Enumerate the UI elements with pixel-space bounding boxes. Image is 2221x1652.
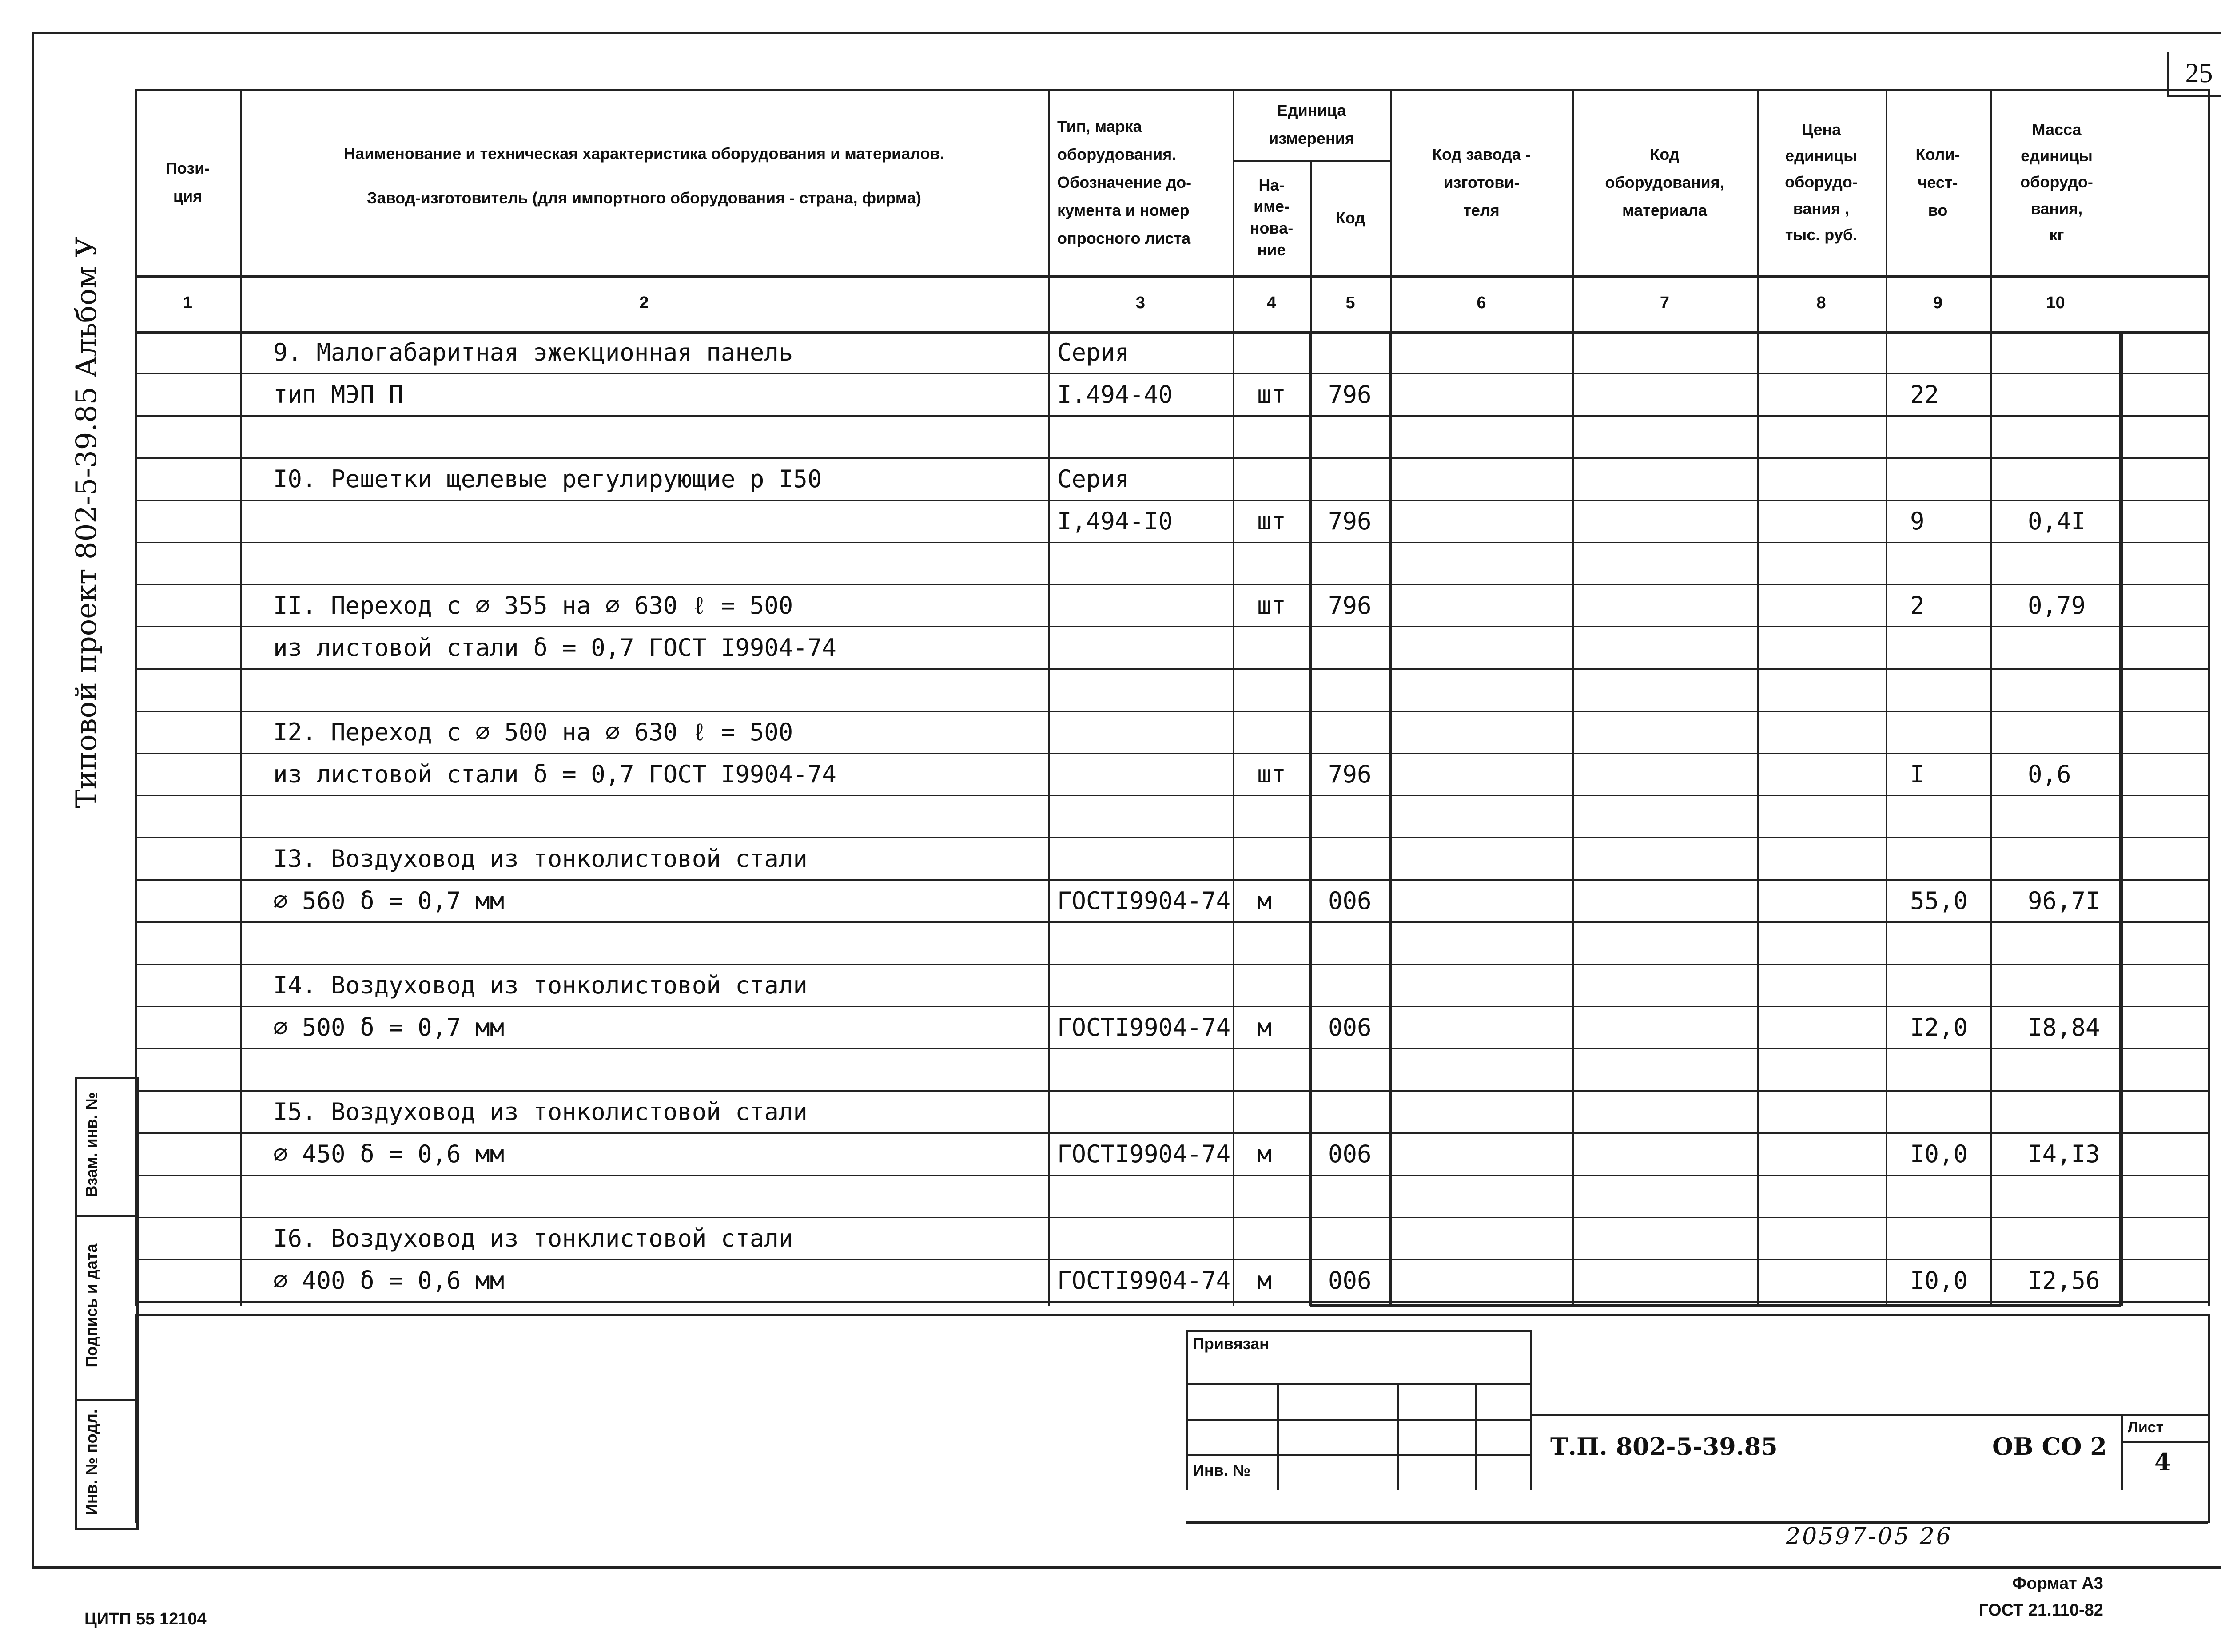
row-name: I0. Решетки щелевые регулирующие р I50 bbox=[273, 465, 822, 493]
table-left-border bbox=[135, 89, 137, 1306]
row-unit-code: 796 bbox=[1328, 507, 1372, 535]
header-type-doc: Тип, марка оборудования. Обозначение до- кумента и номер опросного листа bbox=[1057, 117, 1192, 247]
row-unit-code: 006 bbox=[1328, 1267, 1372, 1295]
column-number-3: 3 bbox=[1135, 294, 1146, 312]
title-main-top bbox=[1530, 1414, 2210, 1416]
row-mass: 0,4I bbox=[2028, 507, 2086, 535]
sheet-number: 25 bbox=[2167, 52, 2221, 97]
row-line bbox=[135, 626, 2210, 627]
row-name: I3. Воздуховод из тонколистовой стали bbox=[273, 845, 808, 873]
row-mass: 96,7I bbox=[2028, 887, 2100, 915]
header-name-line2: Завод-изготовитель (для импортного оборудования - страна, фирма) bbox=[367, 188, 921, 207]
attached-box-right bbox=[1530, 1330, 1532, 1490]
row-unit-code: 006 bbox=[1328, 887, 1372, 915]
row-name: тип МЭП П bbox=[273, 381, 403, 409]
row-name: из листовой стали δ = 0,7 ГОСТ I9904-74 bbox=[273, 760, 836, 788]
header-unit-code: Код bbox=[1335, 208, 1365, 227]
row-mass: I2,56 bbox=[2028, 1267, 2100, 1295]
row-name: I4. Воздуховод из тонколистовой стали bbox=[273, 971, 808, 999]
row-mass: 0,79 bbox=[2028, 592, 2086, 620]
row-line bbox=[135, 1301, 2210, 1303]
column-number-5: 5 bbox=[1345, 294, 1355, 312]
title-block-bottom-line bbox=[1186, 1521, 2208, 1524]
row-line bbox=[135, 1217, 2210, 1218]
row-line bbox=[135, 711, 2210, 712]
title-block-top-line bbox=[135, 1314, 2210, 1316]
row-name: I6. Воздуховод из тонклистовой стали bbox=[273, 1224, 793, 1252]
handwritten-inventory-note: 20597-05 26 bbox=[1786, 1523, 1953, 1550]
row-line bbox=[135, 964, 2210, 965]
row-line bbox=[135, 795, 2210, 796]
row-line bbox=[135, 415, 2210, 417]
row-doc: I,494-I0 bbox=[1057, 507, 1173, 535]
attached-col-1 bbox=[1277, 1383, 1279, 1490]
table-right-border bbox=[2208, 89, 2210, 1306]
column-number-9: 9 bbox=[1933, 294, 1943, 312]
column-line-7 bbox=[1757, 89, 1759, 1306]
format-label: Формат А3 bbox=[2012, 1574, 2103, 1593]
row-line bbox=[135, 457, 2210, 459]
row-line bbox=[135, 373, 2210, 374]
row-quantity: 22 bbox=[1910, 381, 1939, 409]
thick-box-left-code bbox=[1309, 331, 1312, 1306]
row-line bbox=[135, 542, 2210, 543]
row-name: 9. Малогабаритная эжекционная панель bbox=[273, 338, 793, 366]
row-line bbox=[135, 1132, 2210, 1134]
header-equipment-code: Код оборудования, материала bbox=[1605, 145, 1724, 219]
row-quantity: 55,0 bbox=[1910, 887, 1968, 915]
row-line bbox=[135, 879, 2210, 881]
attached-label: Привязан bbox=[1193, 1334, 1269, 1353]
row-quantity: 2 bbox=[1910, 592, 1925, 620]
column-number-4: 4 bbox=[1266, 294, 1277, 312]
specification-table bbox=[135, 89, 2205, 1523]
row-line bbox=[135, 1006, 2210, 1007]
header-position: Пози- ция bbox=[165, 159, 210, 205]
attached-box-top bbox=[1186, 1330, 1530, 1332]
row-name: ∅ 500 δ = 0,7 мм bbox=[273, 1013, 505, 1041]
row-line bbox=[135, 837, 2210, 838]
project-code: Т.П. 802-5-39.85 bbox=[1550, 1432, 1778, 1461]
column-number-7: 7 bbox=[1660, 294, 1670, 312]
row-quantity: I0,0 bbox=[1910, 1267, 1968, 1295]
row-doc: ГОСТI9904-74 bbox=[1057, 1267, 1231, 1295]
row-line bbox=[135, 921, 2210, 923]
row-doc: I.494-40 bbox=[1057, 381, 1173, 409]
row-name: II. Переход с ∅ 355 на ∅ 630 ℓ = 500 bbox=[273, 592, 793, 620]
sheet-value: 4 bbox=[2154, 1448, 2171, 1476]
row-unit-name: шт bbox=[1257, 507, 1286, 535]
column-number-2: 2 bbox=[639, 294, 649, 312]
header-unit-name: На- име- нова- ние bbox=[1250, 175, 1294, 259]
thick-box-right bbox=[2119, 331, 2123, 1306]
row-name: ∅ 400 δ = 0,6 мм bbox=[273, 1267, 505, 1295]
column-number-1: 1 bbox=[183, 294, 193, 312]
doc-code: ОВ СО 2 bbox=[1992, 1432, 2107, 1461]
stamp-sign-date: Подпись и дата bbox=[75, 1215, 139, 1401]
stamp-inv-orig: Инв. № подл. bbox=[75, 1399, 139, 1530]
row-unit-code: 796 bbox=[1328, 760, 1372, 788]
row-unit-code: 796 bbox=[1328, 381, 1372, 409]
row-name: ∅ 450 δ = 0,6 мм bbox=[273, 1140, 505, 1168]
row-unit-name: м bbox=[1257, 887, 1272, 915]
attached-box-left bbox=[1186, 1330, 1188, 1490]
table-top-border bbox=[135, 89, 2210, 91]
attached-row-3 bbox=[1186, 1454, 1530, 1456]
inv-no-label: Инв. № bbox=[1193, 1461, 1250, 1479]
column-line-3 bbox=[1233, 89, 1234, 1306]
row-doc: ГОСТI9904-74 bbox=[1057, 1013, 1231, 1041]
header-unit-group: Единица измерения bbox=[1269, 101, 1354, 147]
column-line-8 bbox=[1886, 89, 1887, 1306]
column-number-8: 8 bbox=[1816, 294, 1826, 312]
column-line-2 bbox=[1048, 89, 1050, 1306]
row-unit-code: 006 bbox=[1328, 1140, 1372, 1168]
row-line bbox=[135, 1048, 2210, 1049]
print-mark: ЦИТП 55 12104 bbox=[84, 1610, 207, 1628]
row-line bbox=[135, 668, 2210, 670]
row-mass: 0,6 bbox=[2028, 760, 2071, 788]
row-unit-name: м bbox=[1257, 1013, 1272, 1041]
attached-row-2 bbox=[1186, 1419, 1530, 1421]
thick-box-bottom bbox=[1310, 1304, 2121, 1307]
row-unit-name: м bbox=[1257, 1140, 1272, 1168]
row-unit-name: шт bbox=[1257, 381, 1286, 409]
sheet-cell-left bbox=[2121, 1414, 2123, 1490]
header-unit-mass: Масса единицы оборудо- вания, кг bbox=[2020, 120, 2093, 244]
row-line bbox=[135, 584, 2210, 585]
row-doc: Серия bbox=[1057, 338, 1130, 366]
side-project-title: Типовой проект 802-5-39.85 Альбом У bbox=[70, 237, 103, 808]
row-line bbox=[135, 1090, 2210, 1092]
row-unit-name: шт bbox=[1257, 760, 1286, 788]
thick-box-top bbox=[1310, 331, 2121, 334]
column-number-10: 10 bbox=[2046, 294, 2065, 312]
row-doc: ГОСТI9904-74 bbox=[1057, 1140, 1231, 1168]
row-line bbox=[135, 1259, 2210, 1260]
sheet-label: Лист bbox=[2128, 1419, 2164, 1436]
header-factory-code: Код завода - изготови- теля bbox=[1432, 145, 1531, 219]
row-line bbox=[135, 753, 2210, 754]
title-block-left-line bbox=[135, 1314, 137, 1523]
row-mass: I4,I3 bbox=[2028, 1140, 2100, 1168]
title-block-right-line bbox=[2208, 1314, 2210, 1523]
attached-row-1 bbox=[1186, 1383, 1530, 1385]
column-line-6 bbox=[1572, 89, 1574, 1306]
row-quantity: 9 bbox=[1910, 507, 1925, 535]
thick-box-left bbox=[1389, 331, 1392, 1306]
header-quantity: Коли- чест- во bbox=[1915, 145, 1960, 219]
sheet-cell-divider bbox=[2121, 1441, 2210, 1443]
row-mass: I8,84 bbox=[2028, 1013, 2100, 1041]
row-unit-name: шт bbox=[1257, 592, 1286, 620]
row-doc: ГОСТI9904-74 bbox=[1057, 887, 1231, 915]
row-unit-code: 796 bbox=[1328, 592, 1372, 620]
row-quantity: I0,0 bbox=[1910, 1140, 1968, 1168]
column-number-6: 6 bbox=[1477, 294, 1486, 312]
row-name: ∅ 560 δ = 0,7 мм bbox=[273, 887, 505, 915]
attached-col-3 bbox=[1475, 1383, 1477, 1490]
row-unit-code: 006 bbox=[1328, 1013, 1372, 1041]
gost-label: ГОСТ 21.110-82 bbox=[1979, 1601, 2103, 1620]
stamp-replace-inv: Взам. инв. № bbox=[75, 1077, 139, 1217]
attached-col-2 bbox=[1397, 1383, 1399, 1490]
row-name: I2. Переход с ∅ 500 на ∅ 630 ℓ = 500 bbox=[273, 718, 793, 746]
header-name-line1: Наименование и техническая характеристика оборудования и материалов. bbox=[344, 144, 944, 163]
row-line bbox=[135, 1175, 2210, 1176]
row-doc: Серия bbox=[1057, 465, 1130, 493]
row-name: I5. Воздуховод из тонколистовой стали bbox=[273, 1098, 808, 1126]
row-quantity: I2,0 bbox=[1910, 1013, 1968, 1041]
column-line-1 bbox=[240, 89, 242, 1306]
column-line-9 bbox=[1990, 89, 1992, 1306]
row-quantity: I bbox=[1910, 760, 1925, 788]
row-line bbox=[135, 500, 2210, 501]
row-unit-name: м bbox=[1257, 1267, 1272, 1295]
header-unit-price: Цена единицы оборудо- вания , тыс. руб. bbox=[1785, 120, 1858, 244]
row-name: из листовой стали δ = 0,7 ГОСТ I9904-74 bbox=[273, 634, 836, 662]
